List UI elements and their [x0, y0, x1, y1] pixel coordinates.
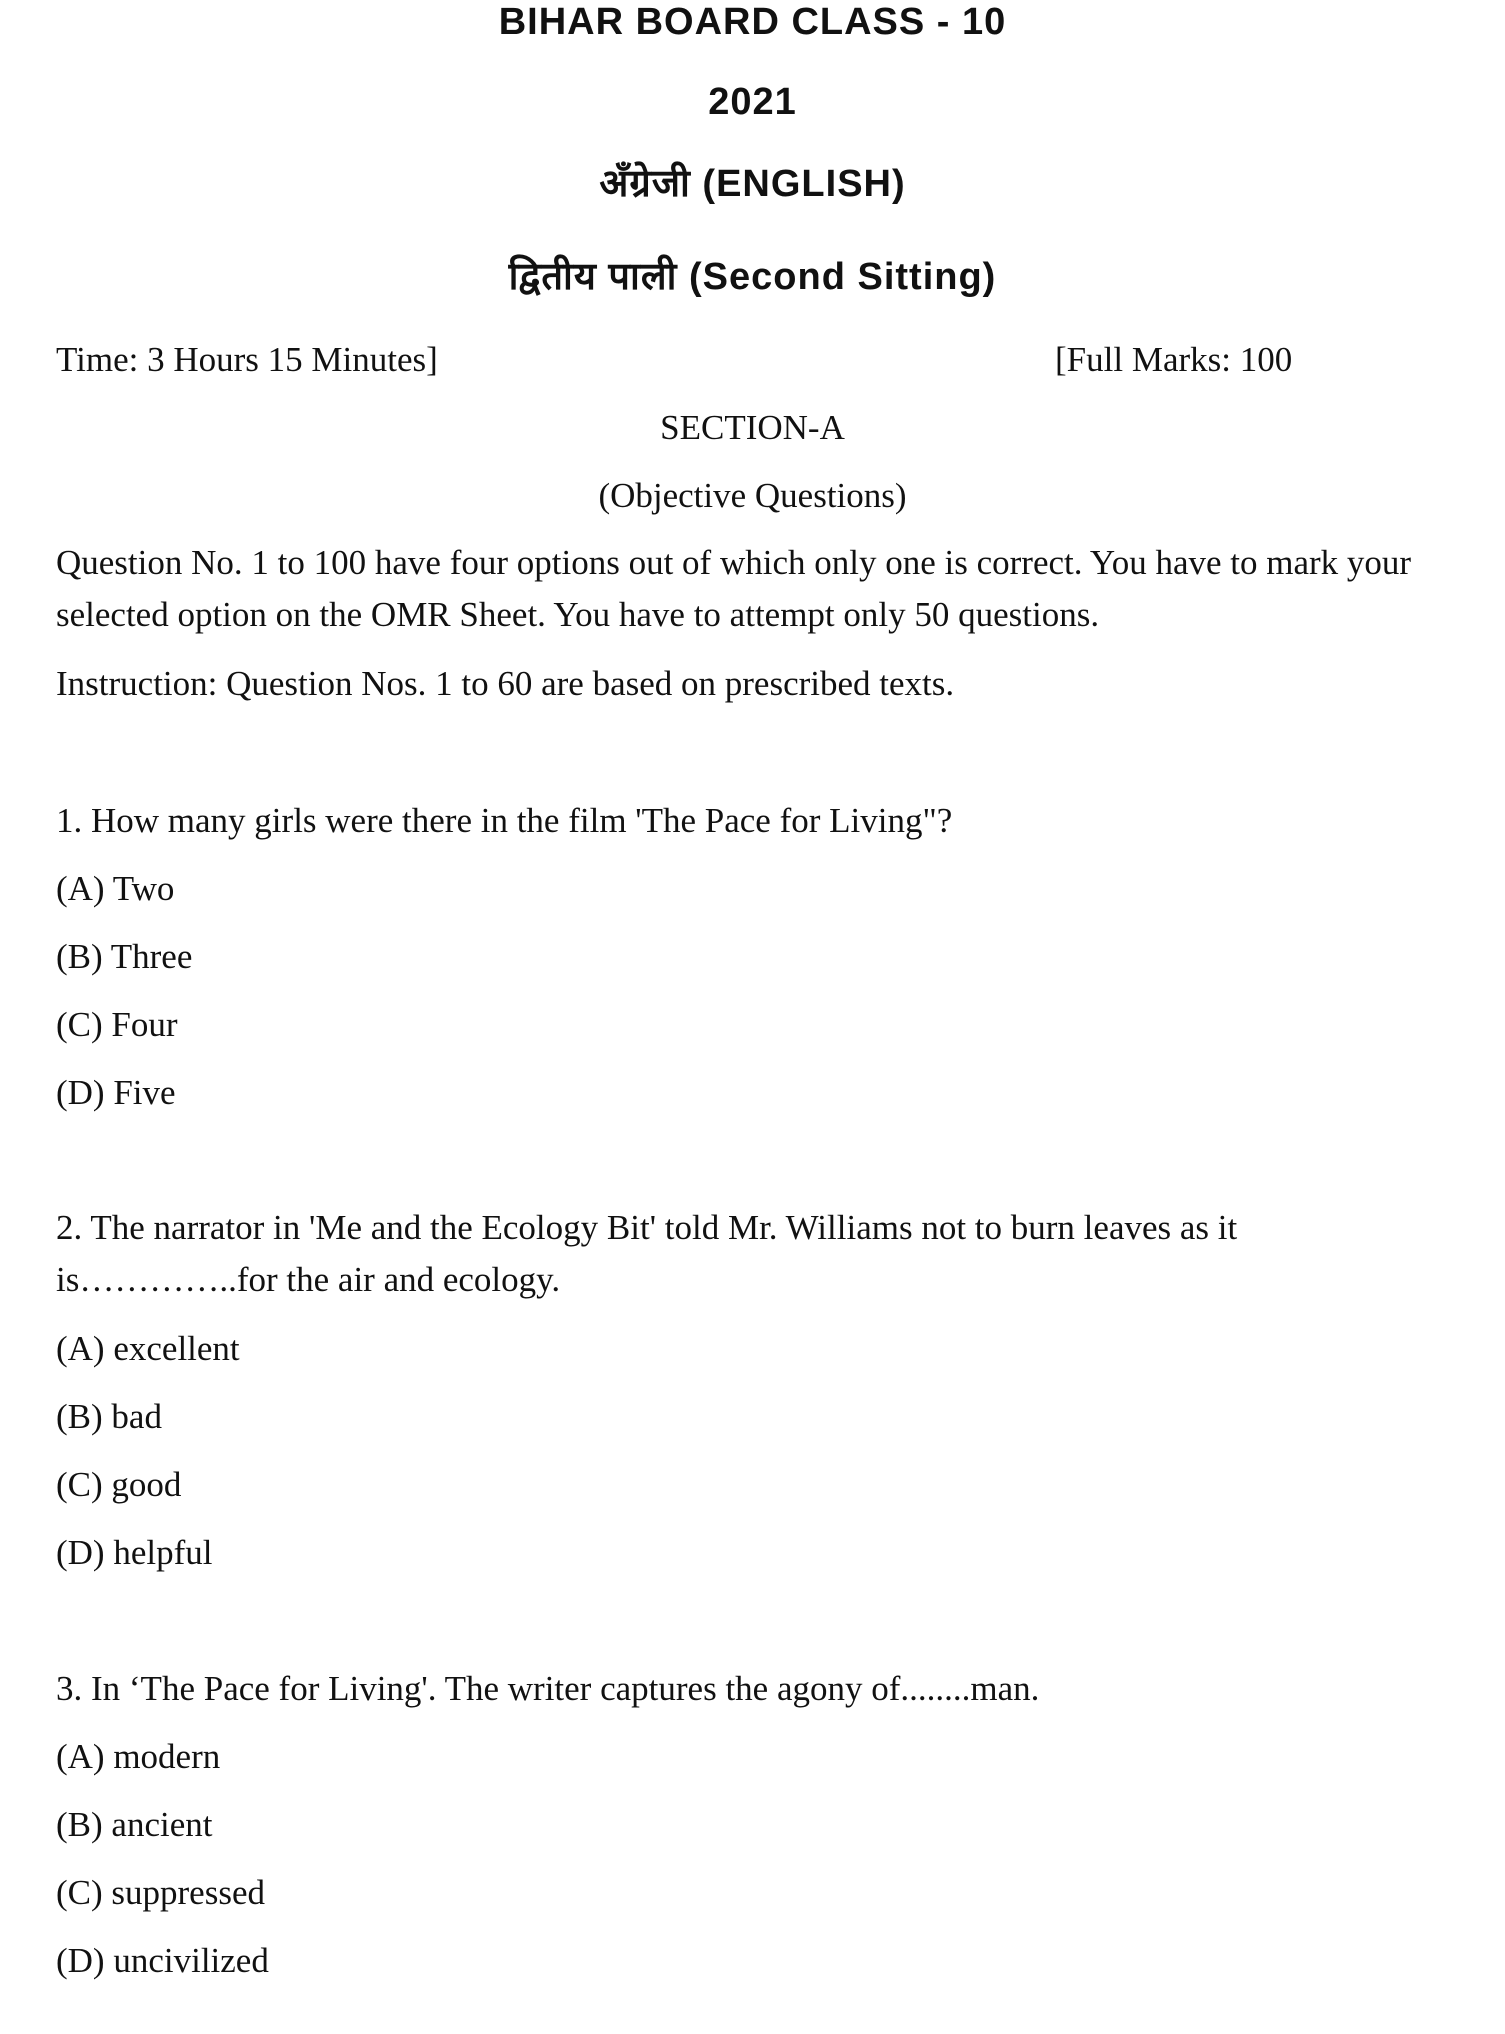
question-1-option-b: (B) Three [56, 937, 193, 976]
question-1-option-d: (D) Five [56, 1073, 176, 1112]
general-instructions: Question No. 1 to 100 have four options out of which only one is correct. You have to mark your selected option on the OMR Sheet. You have to attempt only 50 questions. [56, 543, 1412, 634]
question-3-option-a: (A) modern [56, 1737, 221, 1776]
subject-title: अँग्रेजी (ENGLISH) [599, 163, 906, 205]
question-2-text: 2. The narrator in 'Me and the Ecology Bit' told Mr. Williams not to burn leaves as it is…………..for the air and ecology. [56, 1208, 1238, 1299]
section-title: SECTION-A [660, 408, 845, 447]
question-1-option-a: (A) Two [56, 869, 175, 908]
section-subtitle: (Objective Questions) [598, 476, 907, 515]
sitting-title: द्वितीय पाली (Second Sitting) [508, 256, 997, 298]
time-limit: Time: 3 Hours 15 Minutes] [56, 340, 438, 379]
question-3-option-c: (C) suppressed [56, 1873, 265, 1912]
full-marks: [Full Marks: 100 [1055, 340, 1293, 379]
board-title: BIHAR BOARD CLASS - 10 [498, 1, 1007, 43]
question-3-option-b: (B) ancient [56, 1805, 213, 1844]
question-2-option-a: (A) excellent [56, 1329, 240, 1368]
question-3-text: 3. In ‘The Pace for Living'. The writer captures the agony of........man. [56, 1669, 1040, 1708]
question-1-option-c: (C) Four [56, 1005, 178, 1044]
question-1-text: 1. How many girls were there in the film 'The Pace for Living"? [56, 801, 953, 840]
instruction-note: Instruction: Question Nos. 1 to 60 are based on prescribed texts. [56, 664, 955, 703]
exam-year: 2021 [708, 81, 797, 123]
question-2-option-b: (B) bad [56, 1397, 162, 1436]
question-3-option-d: (D) uncivilized [56, 1941, 269, 1980]
question-2-option-c: (C) good [56, 1465, 182, 1504]
question-2-option-d: (D) helpful [56, 1533, 213, 1572]
